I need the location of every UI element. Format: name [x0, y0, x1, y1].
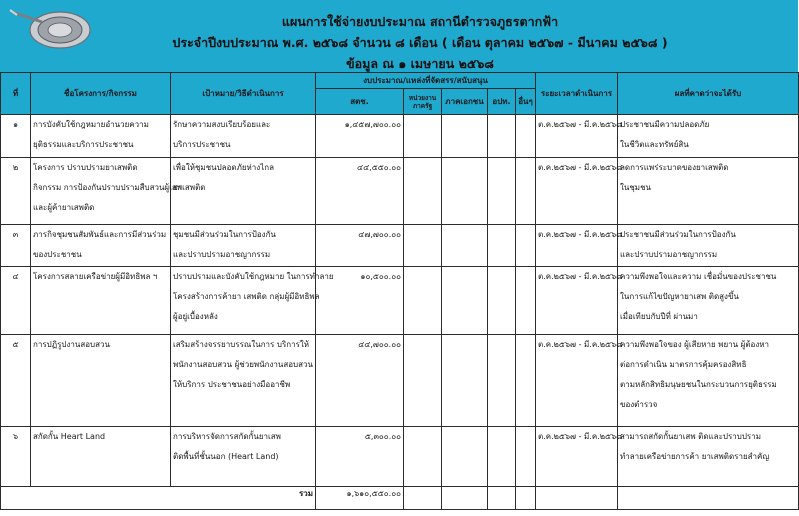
- target-line: ให้บริการ ประชาชนอย่างมืออาชีพ: [173, 380, 291, 389]
- row-other: [516, 427, 536, 487]
- result-line: ในชีวิตและทรัพย์สิน: [620, 140, 689, 149]
- target-line: ผู้อยู่เบื้องหลัง: [173, 312, 218, 321]
- row-result: [618, 427, 799, 487]
- target-line: พนักงานสอบสวน ผู้ช่วยพนักงานสอบสวน: [173, 360, 313, 369]
- result-line: ความพึงพอใจของ ผู้เสียหาย พยาน ผู้ต้องหา: [620, 340, 769, 349]
- table-row: [1, 427, 799, 487]
- row-period: [536, 158, 623, 225]
- row-target: [171, 267, 334, 335]
- target-line: เพื่อให้ชุมชนปลอดภัยห่างไกล: [173, 163, 274, 172]
- project-line: กิจกรรม การป้องกันปราบปรามสืบสวนผู้เสพ: [33, 183, 182, 192]
- row-target: [171, 225, 316, 267]
- table-row: [1, 158, 799, 225]
- row-local-gov: [488, 158, 516, 225]
- result-line: และปราบปรามอาชญากรรม: [620, 250, 718, 259]
- row-seq-number: ๓: [12, 230, 19, 239]
- total-amount: ๑,๖๑๐,๕๕๐.๐๐: [316, 487, 404, 510]
- row-project: [31, 225, 171, 267]
- row-target: [171, 427, 316, 487]
- target-line: รักษาความสงบเรียบร้อยและ: [173, 120, 271, 129]
- amount-value: ๔๔,๗๐๐.๐๐: [358, 340, 401, 349]
- col-police-budget-header: สตช.: [316, 89, 404, 115]
- col-project-header: ชื่อโครงการ/กิจกรรม: [31, 73, 171, 115]
- row-local-gov: [488, 225, 516, 267]
- row-other: [516, 225, 536, 267]
- project-line: โครงการสลายเครือข่ายผู้มีอิทธิพล ฯ: [33, 272, 158, 281]
- table-row: [1, 225, 799, 267]
- row-seq: [1, 115, 31, 158]
- row-seq: [1, 267, 31, 335]
- amount-value: ๑,๔๕๗,๗๐๐.๐๐: [344, 120, 401, 129]
- result-line: ความพึงพอใจและความ เชื่อมั่นของประชาชน: [620, 272, 777, 281]
- row-project: [31, 335, 171, 427]
- total-gov-agency: [404, 487, 442, 510]
- row-amount: [316, 335, 404, 427]
- target-line: และปราบปรามอาชญากรรม: [173, 250, 271, 259]
- result-line: สามารถสกัดกั้นยาเสพ ติดและปราบปราม: [620, 432, 761, 441]
- row-local-gov: [488, 267, 516, 335]
- result-line: ต่อการดำเนิน มาตรการคุ้มครองสิทธิ: [620, 360, 747, 369]
- row-other: [516, 158, 536, 225]
- col-seq-header: ที่: [1, 73, 31, 115]
- table-row: [1, 267, 799, 335]
- col-local-gov-header: อปท.: [488, 89, 516, 115]
- row-period: [536, 335, 623, 427]
- row-private: [442, 158, 488, 225]
- row-seq: [1, 427, 31, 487]
- col-other-header: อื่นๆ: [516, 89, 536, 115]
- row-project: [31, 158, 182, 225]
- row-amount: [316, 427, 404, 487]
- project-line: และผู้ค้ายาเสพติด: [33, 203, 95, 212]
- table-row: [1, 115, 799, 158]
- amount-value: ๔๔,๕๕๐.๐๐: [357, 163, 401, 172]
- row-target: [171, 335, 316, 427]
- row-private: [442, 267, 488, 335]
- row-gov-agency: [404, 158, 442, 225]
- row-project: [31, 115, 171, 158]
- amount-value: ๕,๓๐๐.๐๐: [364, 432, 401, 441]
- period-value: ต.ค.๒๕๖๗ - มี.ค.๒๕๖๘: [538, 272, 623, 281]
- project-line: โครงการ ปราบปรามยาเสพติด: [33, 163, 138, 172]
- row-local-gov: [488, 335, 516, 427]
- row-period: [536, 267, 623, 335]
- result-line: ประชาชนมีส่วนร่วมในการป้องกัน: [620, 230, 736, 239]
- project-line: ของประชาชน: [33, 250, 82, 259]
- row-result: [618, 158, 799, 225]
- row-seq-number: ๒: [12, 163, 19, 172]
- project-line: สกัดกั้น Heart Land: [33, 432, 106, 441]
- row-result: [618, 267, 799, 335]
- col-period-header: ระยะเวลาดำเนินการ: [536, 73, 618, 115]
- row-other: [516, 267, 536, 335]
- row-other: [516, 335, 536, 427]
- row-seq-number: ๕: [12, 340, 19, 349]
- row-result: [618, 115, 799, 158]
- row-target: [171, 115, 316, 158]
- period-value: ต.ค.๒๕๖๗ - มี.ค.๒๕๖๘: [538, 432, 623, 441]
- col-budget-group-header: งบประมาณ/แหล่งที่จัดสรร/สนับสนุน: [316, 73, 536, 89]
- row-seq-number: ๖: [12, 432, 19, 441]
- row-target: [171, 158, 316, 225]
- amount-value: ๑๐,๕๐๐.๐๐: [360, 272, 401, 281]
- col-result-header: ผลที่คาดว่าจะได้รับ: [618, 73, 799, 115]
- target-line: บริการประชาชน: [173, 140, 231, 149]
- row-amount: [316, 225, 404, 267]
- report-title: แผนการใช้จ่ายงบประมาณ สถานีตำรวจภูธรตากฟ้า: [281, 14, 559, 29]
- period-value: ต.ค.๒๕๖๗ - มี.ค.๒๕๖๘: [538, 163, 623, 172]
- result-line: ของตำรวจ: [620, 400, 658, 409]
- result-line: ประชาชนมีความปลอดภัย: [620, 120, 710, 129]
- row-gov-agency: [404, 225, 442, 267]
- budget-table: [0, 72, 799, 510]
- total-period: [536, 487, 618, 510]
- row-period: [536, 427, 623, 487]
- col-private-header: ภาคเอกชน: [442, 89, 488, 115]
- total-other: [516, 487, 536, 510]
- project-line: ภารกิจชุมชนสัมพันธ์และการมีส่วนร่วม: [33, 230, 167, 239]
- target-line: การบริหารจัดการสกัดกั้นยาเสพ: [173, 432, 281, 441]
- result-line: ทำลายเครือข่ายการค้า ยาเสพติดรายสำคัญ: [620, 452, 770, 461]
- row-gov-agency: [404, 335, 442, 427]
- row-period: [536, 115, 623, 158]
- row-project: [31, 267, 171, 335]
- col-gov-agency-header: หน่วยงาน ภาครัฐ: [404, 89, 442, 115]
- report-period: ประจำปีงบประมาณ พ.ศ. ๒๕๖๘ จำนวน ๘ เดือน ( เดือน ตุลาคม ๒๕๖๗ - มีนาคม ๒๕๖๘ ): [172, 35, 668, 50]
- total-local-gov: [488, 487, 516, 510]
- result-line: เมื่อเทียบกับปีที่ ผ่านมา: [620, 312, 698, 321]
- total-result: [618, 487, 799, 510]
- row-seq: [1, 335, 31, 427]
- row-seq-number: ๑: [12, 120, 19, 129]
- total-private: [442, 487, 488, 510]
- row-seq-number: ๔: [12, 272, 19, 281]
- target-line: ปราบปรามและบังคับใช้กฎหมาย ในการทำลาย: [173, 272, 334, 281]
- row-private: [442, 115, 488, 158]
- report-date: ข้อมูล ณ ๑ เมษายน ๒๕๖๘: [346, 56, 494, 71]
- period-value: ต.ค.๒๕๖๗ - มี.ค.๒๕๖๘: [538, 120, 623, 129]
- target-line: ยาเสพติด: [173, 183, 206, 192]
- total-row: [1, 487, 799, 510]
- header-banner: [0, 0, 798, 72]
- row-gov-agency: [404, 267, 442, 335]
- amount-value: ๔๗,๗๐๐.๐๐: [358, 230, 401, 239]
- row-private: [442, 335, 488, 427]
- row-seq: [1, 158, 31, 225]
- row-gov-agency: [404, 427, 442, 487]
- result-line: ในชุมชน: [620, 183, 651, 192]
- row-amount: [316, 115, 404, 158]
- row-local-gov: [488, 427, 516, 487]
- target-line: ชุมชนมีส่วนร่วมในการป้องกัน: [173, 230, 276, 239]
- target-line: โครงสร้างการค้ายา เสพติด กลุ่มผู้มีอิทธิพล: [173, 292, 320, 301]
- total-label: รวม: [1, 487, 316, 510]
- row-private: [442, 427, 488, 487]
- result-line: ลดการแพร่ระบาดของยาเสพติด: [620, 163, 729, 172]
- col-target-header: เป้าหมาย/วิธีดำเนินการ: [171, 73, 316, 115]
- row-period: [536, 225, 623, 267]
- row-result: [618, 335, 799, 427]
- result-line: ในการแก้ไขปัญหายาเสพ ติดสูงขึ้น: [620, 292, 739, 301]
- period-value: ต.ค.๒๕๖๗ - มี.ค.๒๕๖๘: [538, 340, 623, 349]
- row-project: [31, 427, 171, 487]
- project-line: การบังคับใช้กฎหมายอำนวยความ: [33, 120, 149, 129]
- project-line: การปฏิรูปงานสอบสวน: [33, 340, 110, 349]
- row-other: [516, 115, 536, 158]
- row-private: [442, 225, 488, 267]
- police-emblem-icon: [8, 6, 100, 50]
- row-result: [618, 225, 799, 267]
- row-amount: [316, 158, 404, 225]
- table-row: [1, 335, 799, 427]
- row-seq: [1, 225, 31, 267]
- result-line: ตามหลักสิทธิมนุษยชนในกระบวนการยุติธรรม: [620, 380, 777, 389]
- row-local-gov: [488, 115, 516, 158]
- project-line: ยุติธรรมและบริการประชาชน: [33, 140, 134, 149]
- row-gov-agency: [404, 115, 442, 158]
- target-line: ติดพื้นที่ชั้นนอก (Heart Land): [173, 452, 279, 461]
- target-line: เสริมสร้างจรรยาบรรณในการ บริการให้: [173, 340, 310, 349]
- period-value: ต.ค.๒๕๖๗ - มี.ค.๒๕๖๘: [538, 230, 623, 239]
